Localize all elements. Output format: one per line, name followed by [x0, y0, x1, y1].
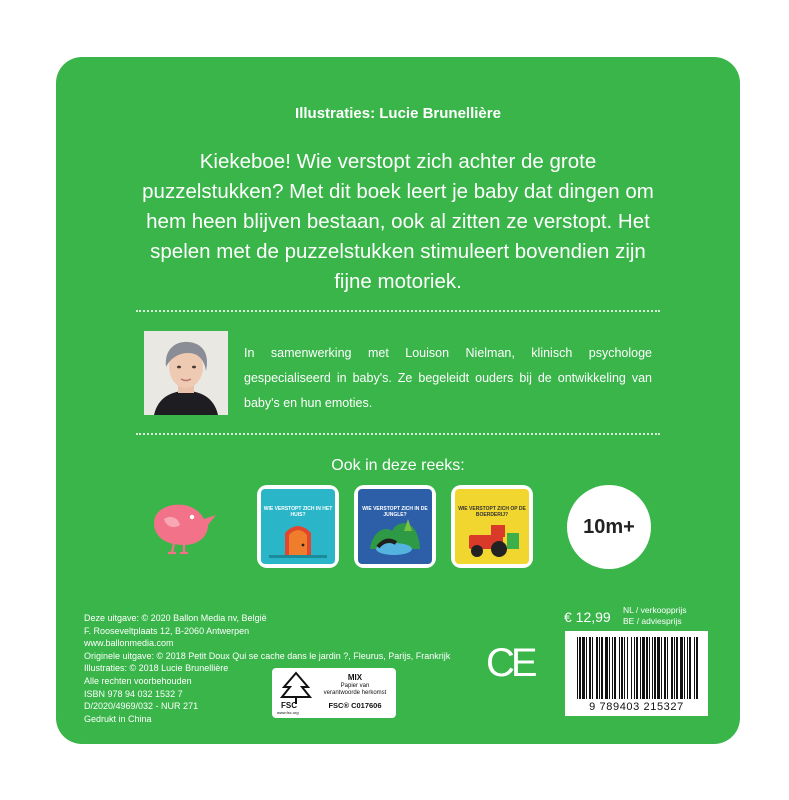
barcode-bar: [614, 637, 616, 699]
barcode-bar: [664, 637, 666, 699]
barcode-bar: [680, 637, 683, 699]
barcode-bar: [649, 637, 650, 699]
barcode-bar: [687, 637, 688, 699]
fsc-url: www.fsc.org: [277, 710, 299, 715]
dotted-divider: [136, 310, 660, 312]
barcode-bar: [582, 637, 585, 699]
credit-line: D/2020/4969/032 - NUR 271: [84, 701, 199, 712]
barcode-bar: [674, 637, 675, 699]
collaboration-text: In samenwerking met Louison Nielman, klinisch psychologe gespecialiseerd in baby's. Ze begeleidt ouders bij de ontwikkeling van baby's en hun emoties.: [244, 346, 652, 410]
fsc-line-2: verantwoorde herkomst: [323, 690, 387, 696]
book-blurb: Kiekeboe! Wie verstopt zich achter de grote puzzelstukken? Met dit boek leert je baby dat dingen om hem heen blijven bestaan, ook al zitten ze verstopt. Het spelen met de puzzelstukken stimuleert bovendien zijn fijne motoriek.: [142, 150, 654, 293]
ce-mark: CE: [486, 641, 534, 685]
fsc-label: [272, 668, 396, 718]
barcode-bar: [589, 637, 591, 699]
barcode-bar: [657, 637, 660, 699]
credit-line: Alle rechten voorbehouden: [84, 675, 192, 686]
barcode-bar: [671, 637, 673, 699]
fsc-code: FSC® C017606: [328, 701, 382, 710]
book-cover-art: [261, 489, 335, 564]
barcode-bar: [599, 637, 600, 699]
barcode-bar: [592, 637, 593, 699]
price-note-nl: NL / verkoopprijs: [623, 605, 687, 615]
barcode-bar: [696, 637, 698, 699]
barcode-bar: [579, 637, 581, 699]
barcode-bar: [636, 637, 638, 699]
barcode-bar: [654, 637, 656, 699]
age-badge: 10m+: [567, 485, 651, 569]
barcode-bar: [689, 637, 691, 699]
barcode-bar: [624, 637, 625, 699]
barcode-bar: [652, 637, 653, 699]
barcode-bar: [596, 637, 598, 699]
illustrator-credit: Illustraties: Lucie Brunellière: [295, 105, 501, 122]
fsc-logo-text: FSC: [281, 701, 297, 710]
credit-line: ISBN 978 94 032 1532 7: [84, 688, 183, 699]
barcode-bar: [634, 637, 635, 699]
barcode-bar: [646, 637, 648, 699]
series-book-3: [451, 485, 533, 568]
barcode-bar: [694, 637, 695, 699]
barcode-bar: [684, 637, 685, 699]
barcode-bar: [577, 637, 578, 699]
credit-line: F. Rooseveltplaats 12, B-2060 Antwerpen: [84, 625, 250, 636]
psychologist-photo: [144, 331, 228, 415]
isbn-barcode: [565, 631, 708, 716]
price: € 12,99: [564, 609, 611, 625]
barcode-bar: [609, 637, 610, 699]
barcode-bar: [627, 637, 628, 699]
series-book-1: [257, 485, 339, 568]
barcode-bar: [642, 637, 645, 699]
credit-line: Originele uitgave: © 2018 Petit Doux Qui se cache dans le jardin ?, Fleurus, Parijs, Frankrijk: [84, 650, 451, 661]
dotted-divider: [136, 433, 660, 435]
fsc-line-1: Papier van: [340, 683, 370, 689]
book-title: WIE VERSTOPT ZICH IN DE JUNGLE?: [362, 506, 428, 518]
credit-line: www.ballonmedia.com: [84, 638, 174, 649]
barcode-bar: [612, 637, 613, 699]
book-cover-art: [358, 489, 432, 564]
price-notes: [623, 605, 686, 627]
barcode-bar: [676, 637, 678, 699]
barcode-bar: [661, 637, 662, 699]
barcode-bar: [621, 637, 623, 699]
fsc-mix: MIX: [347, 673, 363, 682]
barcode-bar: [605, 637, 608, 699]
barcode-bar: [619, 637, 620, 699]
book-title: WIE VERSTOPT ZICH OP DE BOERDERIJ?: [458, 506, 526, 518]
book-cover-art: [455, 489, 529, 564]
credit-line: Deze uitgave: © 2020 Ballon Media nv, België: [84, 613, 267, 623]
back-cover: [56, 57, 740, 744]
bird-icon: [152, 503, 218, 560]
barcode-bar: [631, 637, 632, 699]
barcode-number: 9 789403 215327: [589, 701, 684, 713]
credit-line: Gedrukt in China: [84, 713, 152, 724]
credit-line: Illustraties: © 2018 Lucie Brunellière: [84, 663, 229, 674]
series-heading: Ook in deze reeks:: [331, 457, 465, 474]
series-book-2: [354, 485, 436, 568]
barcode-bar: [640, 637, 641, 699]
barcode-bar: [601, 637, 603, 699]
barcode-bar: [586, 637, 587, 699]
book-title: WIE VERSTOPT ZICH IN HET HUIS?: [263, 506, 333, 518]
price-note-be: BE / adviesprijs: [623, 616, 682, 626]
barcode-bar: [667, 637, 668, 699]
